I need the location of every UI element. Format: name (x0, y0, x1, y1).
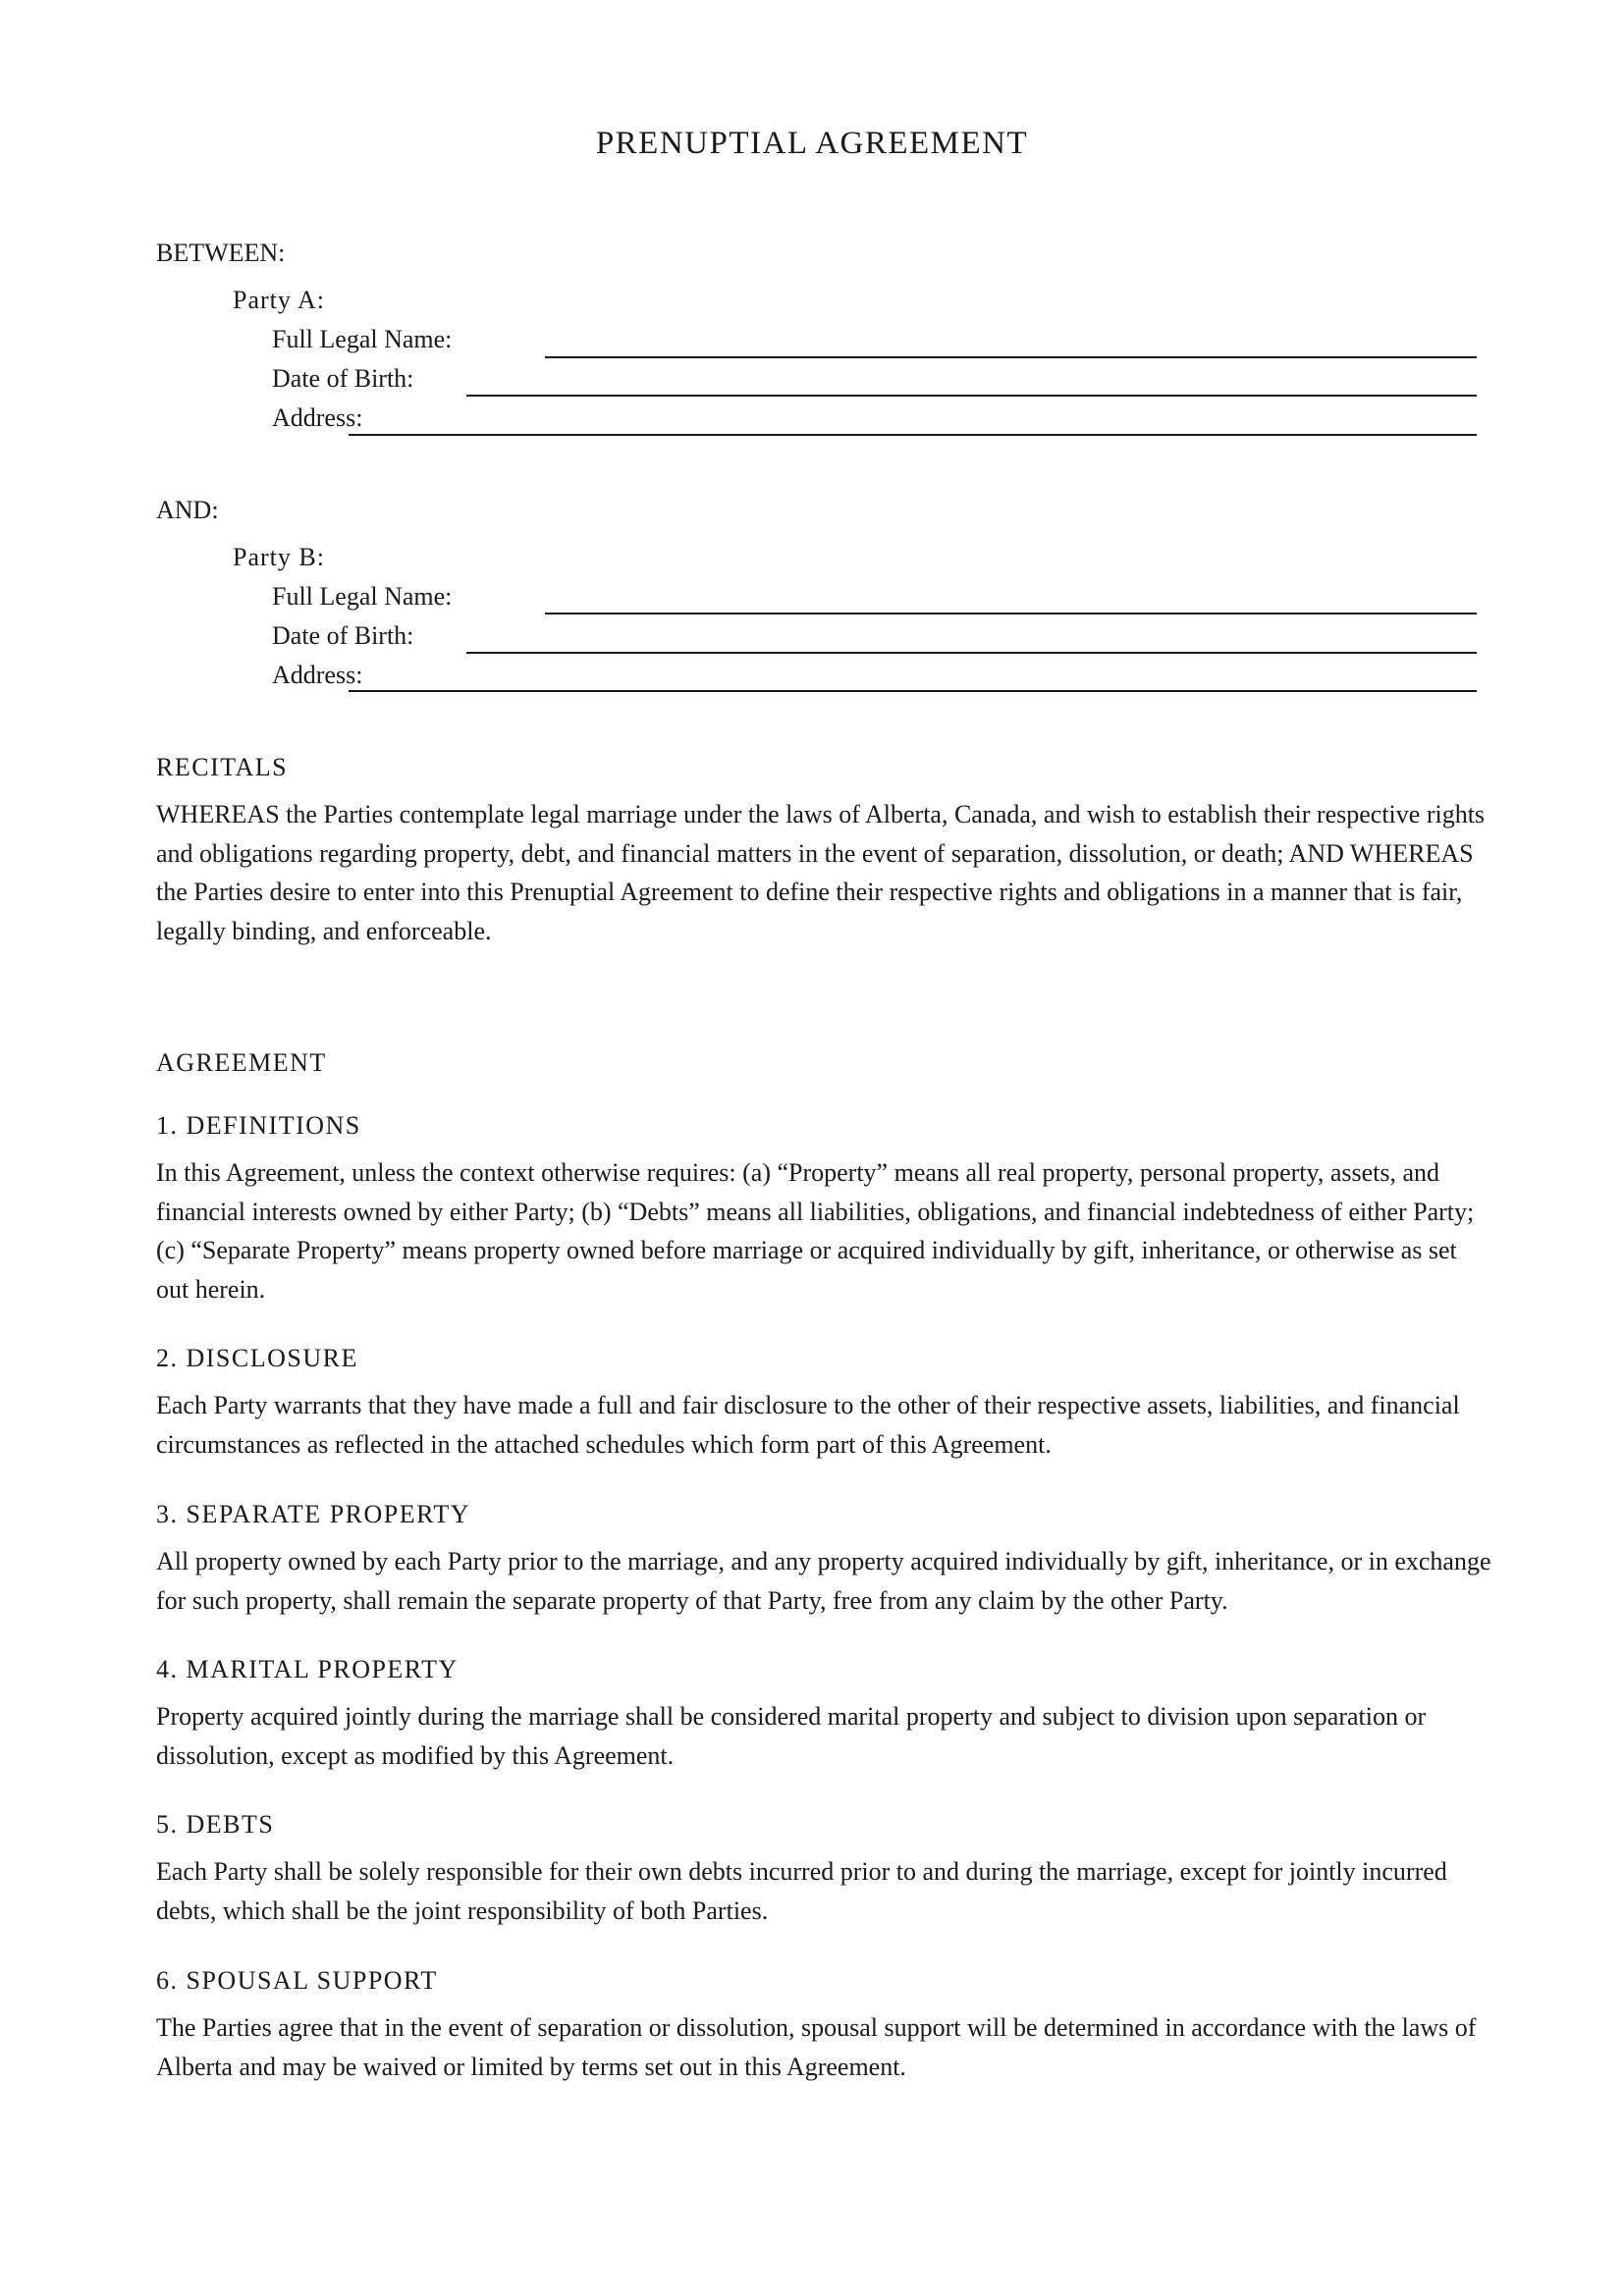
section-heading-spousal-support: 6. SPOUSAL SUPPORT (156, 1966, 438, 1995)
and-label: AND: (156, 496, 219, 524)
party-a-name-label: Full Legal Name: (272, 325, 453, 353)
party-b-dob-label: Date of Birth: (272, 621, 414, 650)
party-b-heading: Party B: (233, 543, 325, 571)
section-text-marital-property: Property acquired jointly during the marriage shall be considered marital property and subject to division upon separation or dissolution, except as modified by this Agreement. (156, 1702, 1427, 1770)
section-text-debts: Each Party shall be solely responsible for their own debts incurred prior to and during the marriage, except for jointly incurred debts, which shall be the joint responsibility of both Parties. (156, 1857, 1447, 1925)
party-a-address-label: Address: (272, 403, 363, 432)
party-b-address-field[interactable] (349, 690, 1477, 692)
party-a-dob-field[interactable] (466, 395, 1477, 397)
party-a-name-field[interactable] (545, 356, 1477, 358)
section-text-separate-property: All property owned by each Party prior to the marriage, and any property acquired individually by gift, inheritance, or in exchange for such property, shall remain the separate property of that Party, free from any claim by the other Party. (156, 1547, 1491, 1615)
section-text-disclosure: Each Party warrants that they have made a full and fair disclosure to the other of their respective assets, liabilities, and financial circumstances as reflected in the attached schedules which form part of this Agreement. (156, 1391, 1460, 1459)
section-heading-separate-property: 3. SEPARATE PROPERTY (156, 1500, 471, 1528)
party-b-name-label: Full Legal Name: (272, 582, 453, 611)
section-text-spousal-support: The Parties agree that in the event of separation or dissolution, spousal support will be determined in accordance with the laws of Alberta and may be waived or limited by terms set out in this Agreement. (156, 2013, 1477, 2081)
section-heading-disclosure: 2. DISCLOSURE (156, 1344, 358, 1372)
recitals-heading: RECITALS (156, 753, 289, 781)
recitals-text: WHEREAS the Parties contemplate legal marriage under the laws of Alberta, Canada, and wish to establish their respective rights and obligations regarding property, debt, and financial matters in the event of separation, dissolution, or death; AND WHEREAS the Parties desire to enter into this Prenuptial Agreement to define their respective rights and obligations in a manner that is fair, legally binding, and enforceable. (156, 800, 1486, 945)
agreement-heading: AGREEMENT (156, 1048, 327, 1077)
party-a-address-field[interactable] (349, 434, 1477, 436)
section-heading-debts: 5. DEBTS (156, 1810, 275, 1839)
section-heading-definitions: 1. DEFINITIONS (156, 1111, 361, 1140)
party-b-dob-field[interactable] (466, 652, 1477, 654)
section-heading-marital-property: 4. MARITAL PROPERTY (156, 1655, 459, 1683)
party-a-heading: Party A: (233, 286, 325, 314)
party-a-dob-label: Date of Birth: (272, 364, 414, 393)
section-text-definitions: In this Agreement, unless the context otherwise requires: (a) “Property” means all real property, personal property, assets, and financial interests owned by either Party; (b) “Debts” means all liabilities, obligations, and financial indebtedness of either Party; (c) “Separate Property” means property owned before marriage or acquired individually by gift, inheritance, or otherwise as set out herein. (156, 1158, 1475, 1304)
party-b-address-label: Address: (272, 661, 363, 689)
party-b-name-field[interactable] (545, 613, 1477, 614)
document-title: PRENUPTIAL AGREEMENT (595, 126, 1029, 161)
between-label: BETWEEN: (156, 239, 286, 267)
